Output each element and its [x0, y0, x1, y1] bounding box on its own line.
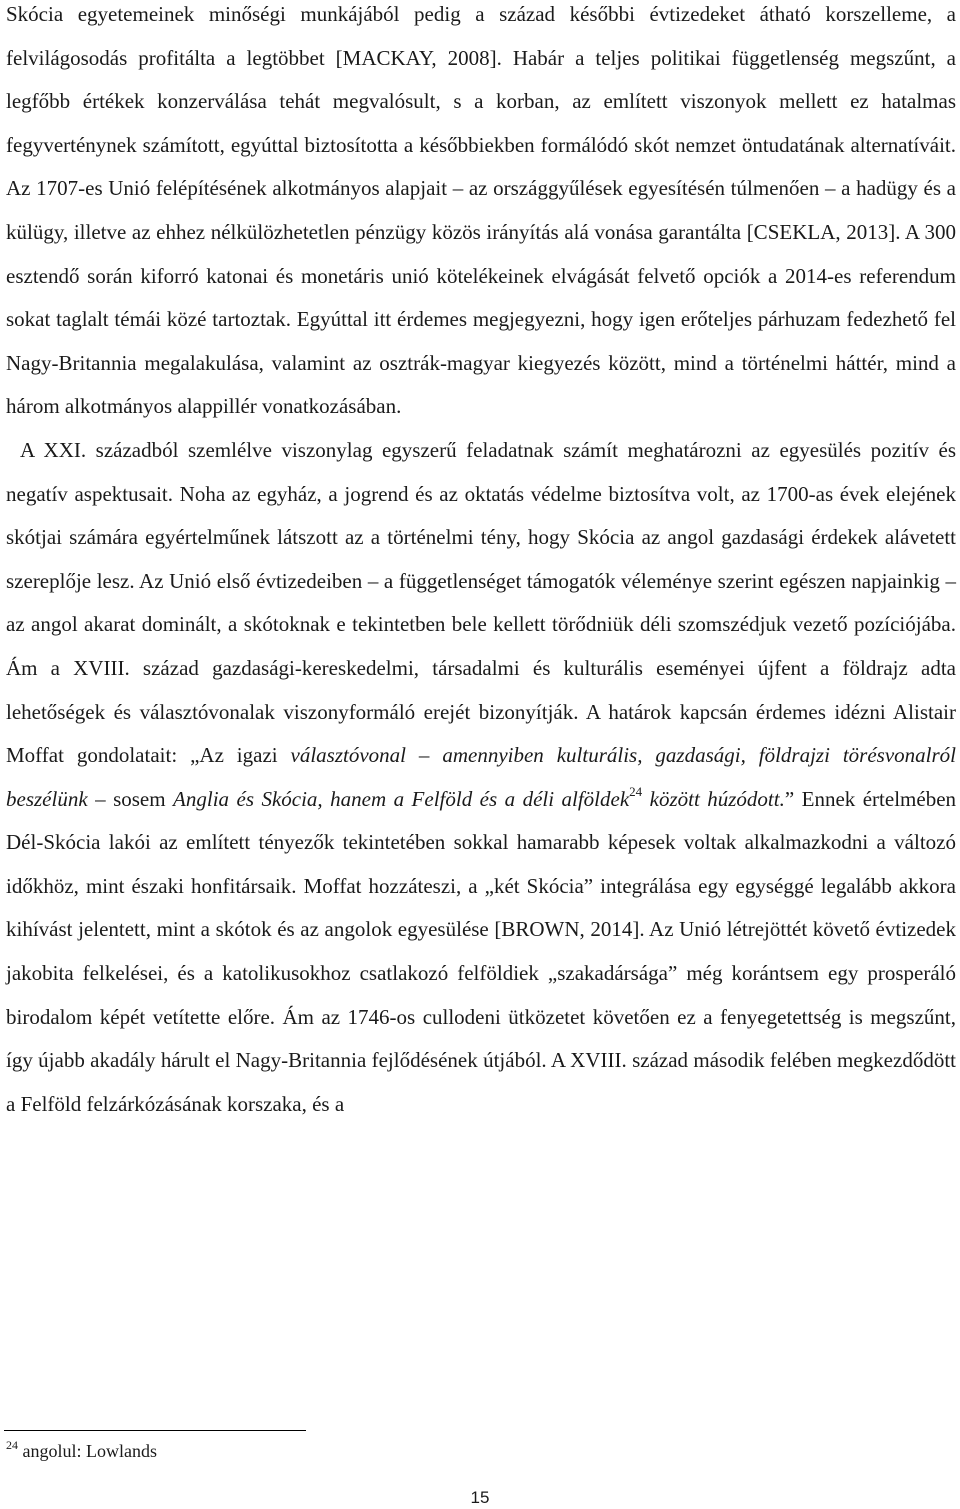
- paragraph: [6, 429, 956, 1127]
- paragraph-text: ” Ennek értelmében Dél-Skócia lakói az említett tényezők tekintetében sokkal hamarabb képesek voltak alkalmazkodni a változó időkhöz, mint északi honfitársaik. Moffat hozzáteszi, a „két Skócia” integrálása egy egységgé legalább akkora kihívást jelentett, mint a skótok és az angolok egyesülése [BROWN, 2014]. Az Unió létrejöttét követő évtizedek jakobita felkelései, és a katolikusokhoz csatlakozó felföldiek „szakadársága” még korántsem egy prosperáló birodalom képét vetítette előre. Ám az 1746-os cullodeni ütközetet követően ez a fenyegetettség is megszűnt, így újabb akadály hárult el Nagy-Britannia fejlődésének útjából. A XVIII. század második felében megkezdődött a Felföld felzárkózásának korszaka, és a: [6, 786, 957, 1116]
- quote-italic: választóvonal – amennyiben kulturális, gazdasági, földrajzi törésvonalról beszélünk: [6, 743, 956, 811]
- quote-text: – sosem: [87, 786, 174, 811]
- footnote-text: angolul: Lowlands: [18, 1441, 157, 1461]
- footnote-reference[interactable]: 24: [629, 783, 643, 799]
- footnote: [6, 1440, 157, 1462]
- paragraph-text: A XXI. századból szemlélve viszonylag egyszerű feladatnak számít meghatározni az egyesülés pozitív és negatív aspektusait. Noha az egyház, a jogrend és az oktatás védelme biztosítva volt, az 1700-as évek elejének skótjai számára egyértelműnek látszott az a történelmi tény, hogy Skócia az angol gazdasági érdekek alávetett szereplője lesz. Az Unió első évtizedeiben – a függetlenséget támogatók véleménye szerint egészen napjainkig – az angol akarat dominált, a skótoknak e tekintetben bele kellett törődniük déli szomszédjuk vezető pozíciójába. Ám a XVIII. század gazdasági-kereskedelmi, társadalmi és kulturális eseményei újfent a földrajz adta lehetőségek és választóvonalak viszonyformáló erejét bizonyítják. A határok kapcsán érdemes idézni Alistair Moffat gondolatait: „Az igazi: [6, 437, 956, 768]
- document-body: [6, 0, 956, 1126]
- footnote-number: 24: [6, 1438, 18, 1452]
- paragraph: Skócia egyetemeinek minőségi munkájából pedig a század későbbi évtizedeket átható korszelleme, a felvilágosodás profitálta a legtöbbet [MACKAY, 2008]. Habár a teljes politikai függetlenség megszűnt, a legfőbb értékek konzerválása tehát megvalósult, s a korban, az említett viszonyok mellett ez hatalmas fegyverténynek számított, egyúttal biztosította a későbbiekben formálódó skót nemzet öntudatának alternatíváit. Az 1707-es Unió felépítésének alkotmányos alapjait – az országgyűlések egyesítésén túlmenően – a hadügy és a külügy, illetve az ehhez nélkülözhetetlen pénzügy közös irányítás alá vonása garantálta [CSEKLA, 2013]. A 300 esztendő során kiforró katonai és monetáris unió kötelékeinek elvágását felvető opciók a 2014-es referendum sokat taglalt témái közé tartoztak. Egyúttal itt érdemes megjegyezni, hogy igen erőteljes párhuzam fedezhető fel Nagy-Britannia megalakulása, valamint az osztrák-magyar kiegyezés között, mind a történelmi háttér, mind a három alkotmányos alappillér vonatkozásában.: [6, 2, 956, 419]
- quote-italic: között húzódott.: [642, 786, 785, 811]
- quote-italic: Anglia és Skócia, hanem a Felföld és a déli alföldek: [173, 786, 630, 811]
- page-number: 15: [470, 1488, 490, 1507]
- footnote-separator: [4, 1430, 306, 1431]
